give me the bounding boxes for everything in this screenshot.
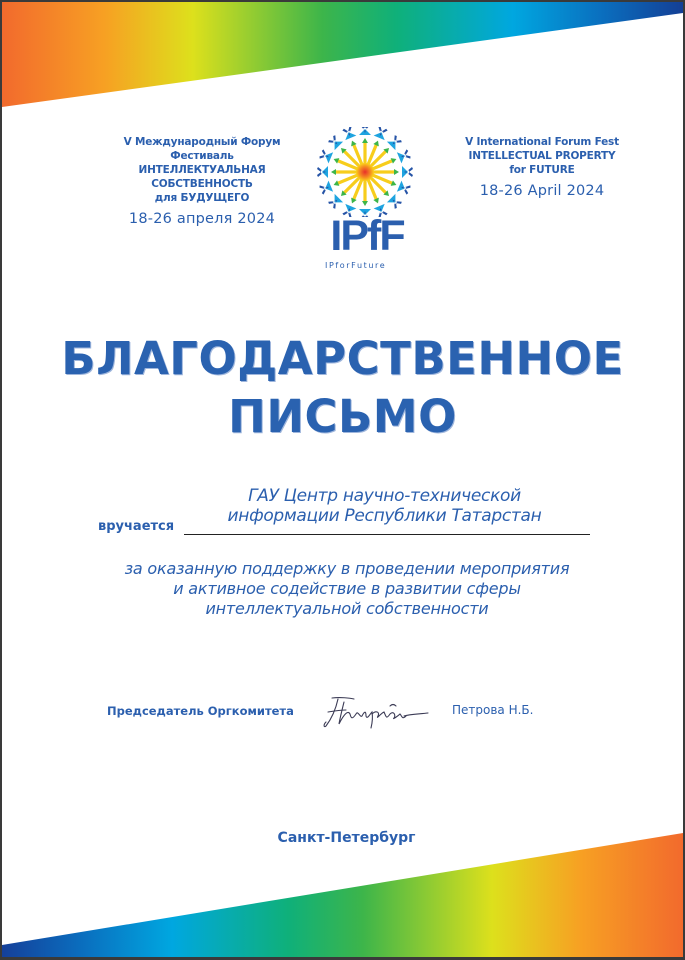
- signatory-name: Петрова Н.Б.: [452, 703, 534, 717]
- header-ru-dates: 18-26 апреля 2024: [128, 211, 276, 227]
- awarded-label: вручается: [98, 519, 175, 534]
- recipient-line1: ГАУ Центр научно-технической: [248, 486, 521, 506]
- header-en-dates: 18-26 April 2024: [479, 183, 605, 199]
- header-en-line2: INTELLECTUAL PROPERTY: [468, 150, 616, 162]
- reason-line2: и активное содействие в развитии сферы: [173, 579, 521, 598]
- header-ru-line2: ИНТЕЛЛЕКТУАЛЬНАЯ СОБСТВЕННОСТЬ: [138, 164, 266, 190]
- reason-line3: интеллектуальной собственности: [205, 599, 489, 618]
- title-line2: ПИСЬМО: [228, 390, 457, 443]
- award-reason: [92, 559, 602, 619]
- recipient-line2: информации Республики Татарстан: [227, 506, 542, 526]
- header-ru-line3: для БУДУЩЕГО: [154, 192, 250, 204]
- logo-subtitle: IPforFuture: [325, 261, 387, 270]
- logo-wordmark: IPfF: [330, 212, 404, 260]
- sun-people-ring-icon: [317, 127, 417, 217]
- reason-line1: за оказанную поддержку в проведении мероприятия: [124, 559, 570, 578]
- ipff-logo: [317, 127, 417, 277]
- header-english: [442, 135, 642, 201]
- city-footer: Санкт-Петербург: [277, 830, 416, 846]
- header-russian: [92, 135, 312, 229]
- recipient-name: [182, 486, 587, 526]
- header-en-line1: V International Forum Fest: [465, 136, 619, 148]
- title-line1: БЛАГОДАРСТВЕННОЕ: [61, 332, 624, 385]
- certificate-page: [2, 2, 683, 957]
- recipient-underline: [184, 534, 590, 535]
- certificate-title: [2, 330, 683, 446]
- handwritten-signature-icon: [320, 694, 432, 730]
- signatory-role: Председатель Оргкомитета: [107, 704, 294, 718]
- bottom-rainbow-banner: [2, 827, 683, 957]
- header-en-line3: for FUTURE: [509, 164, 575, 176]
- header-ru-line1: V Международный Форум Фестиваль: [123, 136, 281, 162]
- top-rainbow-banner: [2, 2, 683, 112]
